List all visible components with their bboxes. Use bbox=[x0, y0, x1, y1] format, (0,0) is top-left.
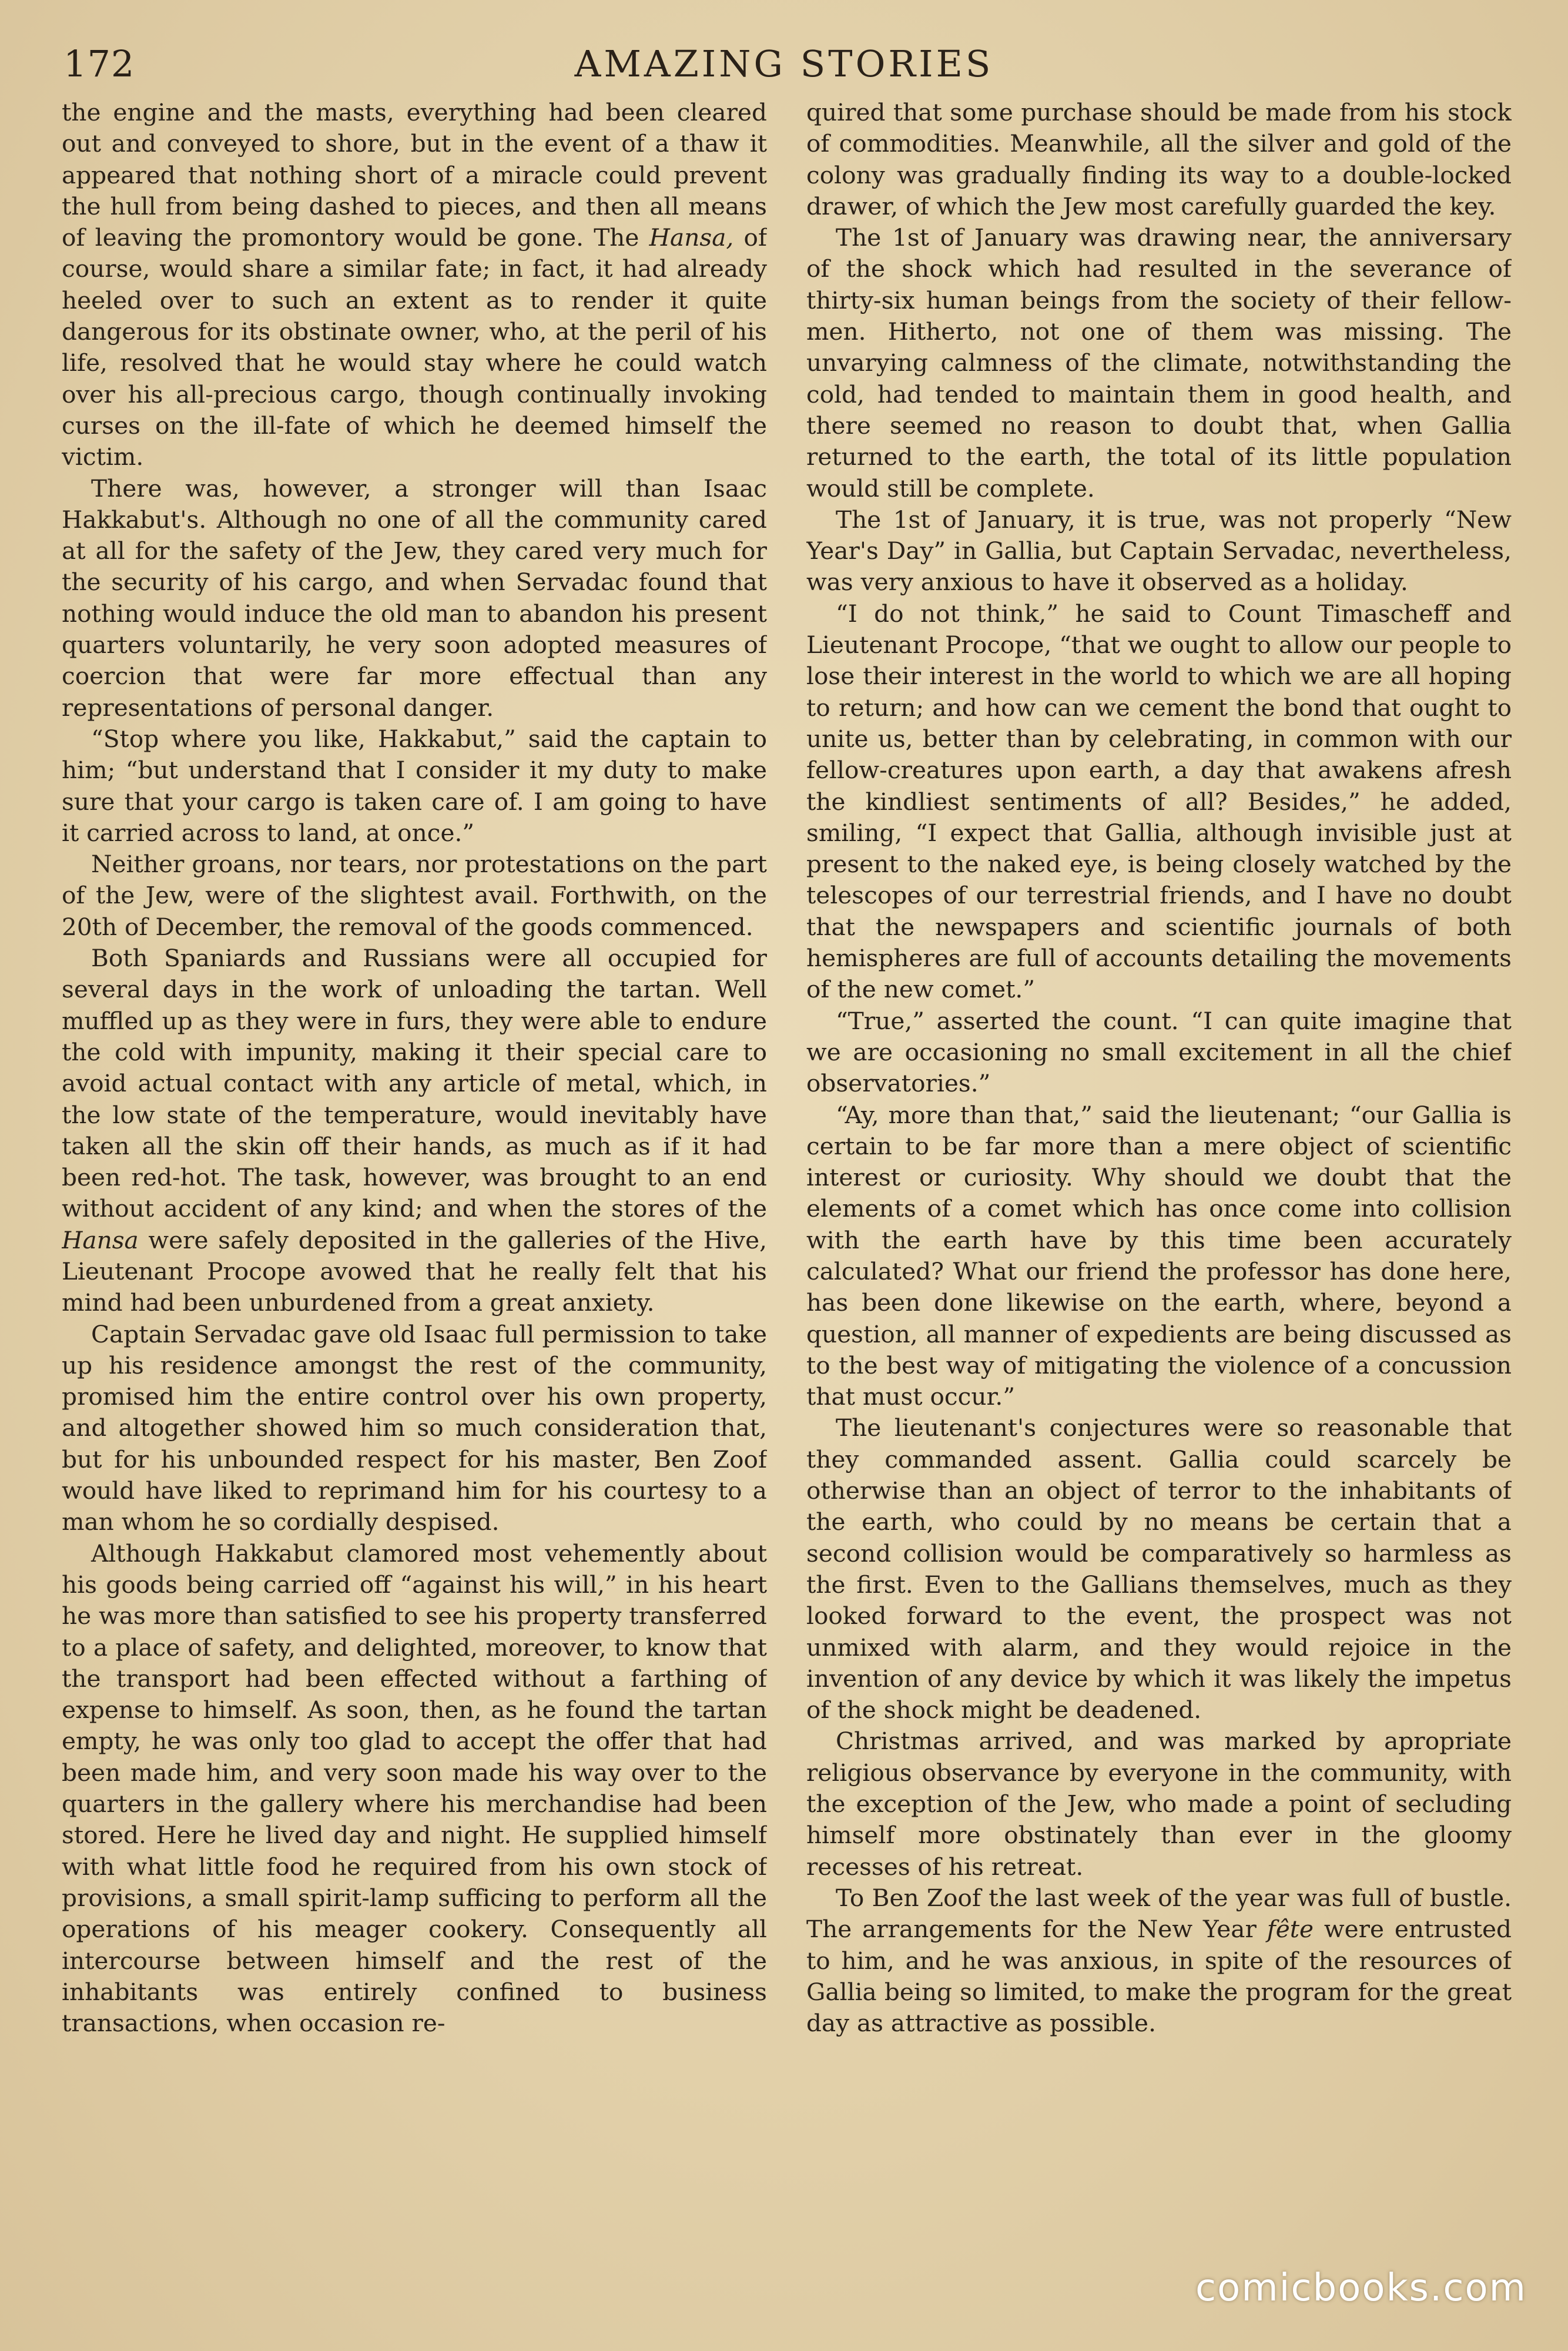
paragraph: Neither groans, nor tears, nor protestations on the part of the Jew, were of the slightest avail. Forthwith, on the 20th of December, the removal of the goods commenced. bbox=[62, 850, 767, 941]
paragraph: The 1st of January, it is true, was not properly “New Year's Day” in Gallia, but Captain Servadac, nevertheless, was very anxious to have it observed as a holiday. bbox=[806, 505, 1512, 597]
paragraph: Although Hakkabut clamored most vehemently about his goods being carried off “against his will,” in his heart he was more than satisfied to see his property transferred to a place of safety, and delighted, moreover, to know that the transport had been effected without a farthing of expense to himself. As soon, then, as he found the tartan empty, he was only too glad to accept the offer that had been made him, and very soon made his way over to the quarters in the gallery where his merchandise had been stored. Here he lived day and night. He supplied himself with what little food he required from his own stock of provisions, a small spirit-lamp sufficing to perform all the operations of his meager cookery. Consequently all intercourse between himself and the rest of the inhabitants was entirely confined to business transactions, when occasion re- bbox=[62, 1539, 767, 2038]
paragraph: Captain Servadac gave old Isaac full permission to take up his residence amongst the rest of the community, promised him the entire control over his own property, and altogether showed him so much consideration that, but for his unbounded respect for his master, Ben Zoof would have liked to reprimand him for his courtesy to a man whom he so cordially despised. bbox=[62, 1319, 767, 1536]
left-column bbox=[62, 97, 767, 2278]
paragraph: The lieutenant's conjectures were so reasonable that they commanded assent. Gallia could scarcely be otherwise than an object of terror to the inhabitants of the earth, who could by no means be certain that a second collision would be comparatively so harmless as the first. Even to the Gallians themselves, much as they looked forward to the event, the prospect was not unmixed with alarm, and they would rejoice in the invention of any device by which it was likely the impetus of the shock might be deadened. bbox=[806, 1414, 1512, 1724]
paragraph: “I do not think,” he said to Count Timascheff and Lieutenant Procope, “that we ought to allow our people to lose their interest in the world to which we are all hoping to return; and how can we cement the bond that ought to unite us, better than by celebrating, in common with our fellow-creatures upon earth, a day that awakens afresh the kindliest sentiments of all? Besides,” he added, smiling, “I expect that Gallia, although invisible just at present to the naked eye, is being closely watched by the telescopes of our terrestrial friends, and I have no doubt that the newspapers and scientific journals of both hemispheres are full of accounts detailing the movements of the new comet.” bbox=[806, 599, 1512, 1004]
paragraph: There was, however, a stronger will than Isaac Hakkabut's. Although no one of all the community cared at all for the safety of the Jew, they cared very much for the security of his cargo, and when Servadac found that nothing would induce the old man to abandon his present quarters voluntarily, he very soon adopted measures of coercion that were far more effectual than any representations of personal danger. bbox=[62, 474, 767, 722]
paragraph: Christmas arrived, and was marked by apropriate religious observance by everyone in the community, with the exception of the Jew, who made a point of secluding himself more obstinately than ever in the gloomy recesses of his retreat. bbox=[806, 1727, 1512, 1881]
paragraph: “Stop where you like, Hakkabut,” said the captain to him; “but understand that I consider it my duty to make sure that your cargo is taken care of. I am going to have it carried across to land, at once.” bbox=[62, 724, 767, 847]
right-column bbox=[806, 97, 1512, 2278]
page-number: 172 bbox=[63, 42, 135, 85]
paragraph: the engine and the masts, everything had been cleared out and conveyed to shore, but in the event of a thaw it appeared that nothing short of a miracle could prevent the hull from being dashed to pieces, and then all means of leaving the promontory would be gone. The Hansa, of course, would share a similar fate; in fact, it had already heeled over to such an extent as to render it quite dangerous for its obstinate owner, who, at the peril of his life, resolved that he would stay where he could watch over his all-precious cargo, though continually invoking curses on the ill-fate of which he deemed himself the victim. bbox=[62, 98, 767, 471]
paragraph: To Ben Zoof the last week of the year was full of bustle. The arrangements for the New Year fête were entrusted to him, and he was anxious, in spite of the resources of Gallia being so limited, to make the program for the great day as attractive as possible. bbox=[806, 1883, 1512, 2038]
watermark: comicbooks.com bbox=[1195, 2266, 1527, 2310]
paragraph: The 1st of January was drawing near, the anniversary of the shock which had resulted in the severance of thirty-six human beings from the society of their fellow-men. Hitherto, not one of them was missing. The unvarying calmness of the climate, notwithstanding the cold, had tended to maintain them in good health, and there seemed no reason to doubt that, when Gallia returned to the earth, the total of its little population would still be complete. bbox=[806, 223, 1512, 503]
paragraph: “Ay, more than that,” said the lieutenant; “our Gallia is certain to be far more than a mere object of scientific interest or curiosity. Why should we doubt that the elements of a comet which has once come into collision with the earth have by this time been accurately calculated? What our friend the professor has done here, has been done likewise on the earth, where, beyond a question, all manner of expedients are being discussed as to the best way of mitigating the violence of a concussion that must occur.” bbox=[806, 1100, 1512, 1411]
paragraph: “True,” asserted the count. “I can quite imagine that we are occasioning no small excitement in all the chief observatories.” bbox=[806, 1006, 1512, 1098]
running-title: AMAZING STORIES bbox=[574, 42, 994, 85]
paragraph: quired that some purchase should be made from his stock of commodities. Meanwhile, all the silver and gold of the colony was gradually finding its way to a double-locked drawer, of which the Jew most carefully guarded the key. bbox=[806, 98, 1512, 220]
paragraph: Both Spaniards and Russians were all occupied for several days in the work of unloading the tartan. Well muffled up as they were in furs, they were able to endure the cold with impunity, making it their special care to avoid actual contact with any article of metal, which, in the low state of the temperature, would inevitably have taken all the skin off their hands, as much as if it had been red-hot. The task, however, was brought to an end without accident of any kind; and when the stores of the Hansa were safely deposited in the galleries of the Hive, Lieutenant Procope avowed that he really felt that his mind had been unburdened from a great anxiety. bbox=[62, 944, 767, 1317]
